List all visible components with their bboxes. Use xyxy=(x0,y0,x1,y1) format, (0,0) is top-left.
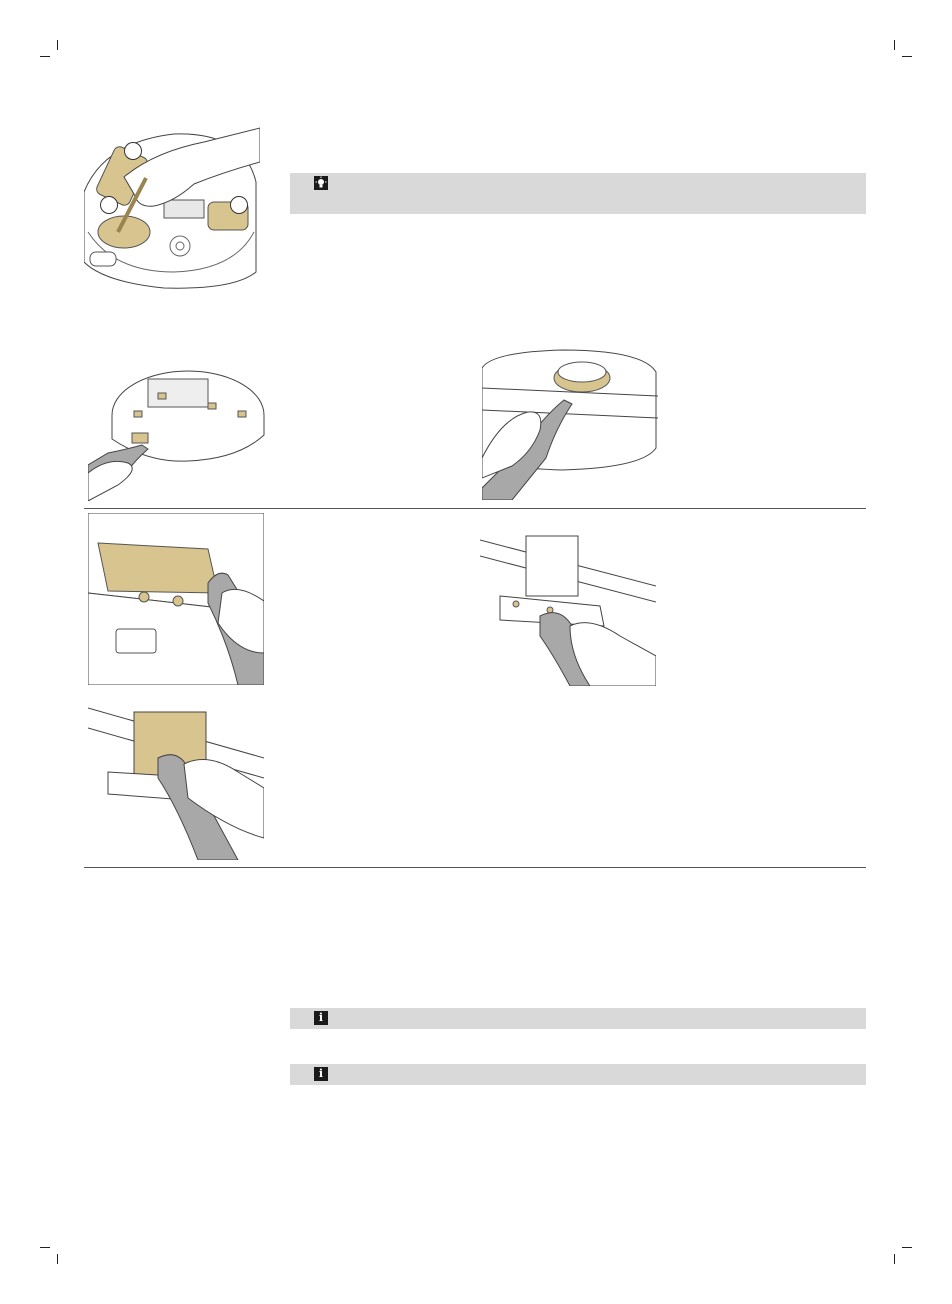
lightbulb-icon xyxy=(314,176,328,190)
callout-circle-2 xyxy=(100,196,118,214)
illustration-robot-wheel-brush xyxy=(84,122,260,292)
info-icon: i xyxy=(314,1011,328,1025)
illustration-dock-front xyxy=(88,698,264,860)
tip-notice xyxy=(290,173,866,214)
section-divider-1 xyxy=(84,508,866,509)
info-notice-2 xyxy=(290,1064,866,1085)
info-icon: i xyxy=(314,1067,328,1081)
illustration-dock-window xyxy=(88,513,264,685)
info-notice-1 xyxy=(290,1008,866,1029)
callout-circle-3 xyxy=(230,196,248,214)
illustration-robot-sensor-wipe xyxy=(88,353,266,501)
illustration-dock-contacts xyxy=(480,526,656,686)
section-divider-2 xyxy=(84,867,866,868)
callout-circle-1 xyxy=(124,142,142,160)
illustration-robot-top-laser xyxy=(482,348,658,500)
